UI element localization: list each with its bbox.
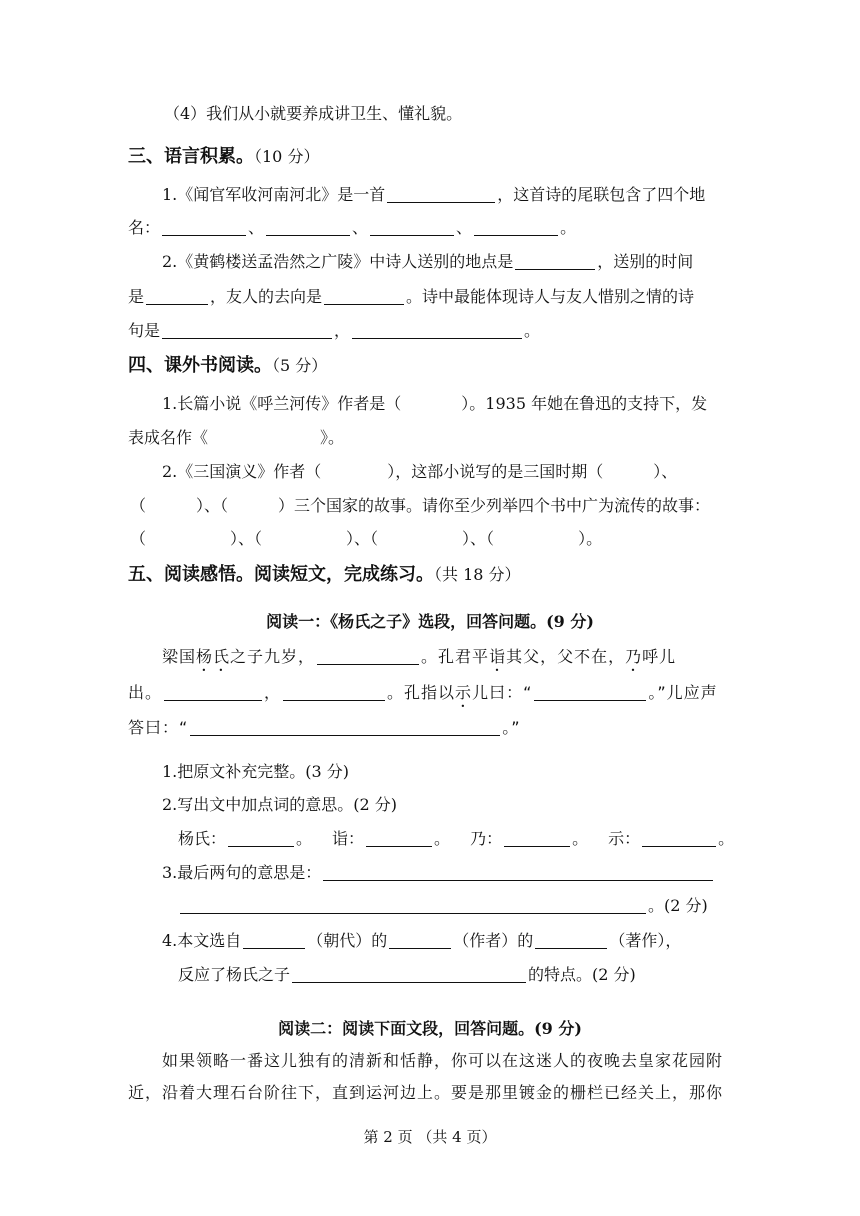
s3-q2-line1: [162, 251, 693, 273]
text: 。: [560, 218, 577, 237]
s4-q2-line2: [130, 495, 710, 517]
answer-blank[interactable]: [162, 217, 246, 236]
text: 3.最后两句的意思是：: [162, 863, 322, 882]
answer-blank[interactable]: [164, 682, 262, 701]
text: 示：: [608, 829, 641, 848]
page-footer: 第 2 页 （共 4 页）: [363, 1128, 497, 1146]
text: 、: [352, 218, 369, 237]
text: ）、: [653, 462, 678, 481]
section-title: 四、课外书阅读。: [128, 355, 272, 376]
r1-q3-line1: [162, 862, 715, 884]
section-points: （5 分）: [272, 356, 328, 375]
text: ，友人的去向是: [210, 287, 323, 306]
r2-passage-line1: 如果领略一番这儿独有的清新和恬静，你可以在这迷人的夜晚去皇家花园附: [162, 1051, 724, 1070]
item-4: （4）我们从小就要养成讲卫生、懂礼貌。: [164, 104, 463, 123]
text: 、: [456, 218, 473, 237]
text: （: [130, 529, 147, 548]
section-points: （10 分）: [254, 147, 320, 166]
text: 的特点。(2 分): [528, 965, 636, 984]
text: （朝代）的: [307, 931, 388, 950]
s3-q2-line2: [128, 286, 694, 308]
text: 。”儿应声: [648, 683, 718, 702]
s4-q2-line3: [130, 528, 602, 550]
text: 出。: [128, 683, 163, 702]
text: 。孔君平: [421, 647, 490, 666]
r1-q2: 2.写出文中加点词的意思。(2 分): [162, 795, 398, 814]
answer-blank[interactable]: [317, 646, 419, 665]
text: 1.长篇小说《呼兰河传》作者是（: [162, 394, 402, 413]
text: 是: [128, 287, 145, 306]
text: 名：: [128, 218, 161, 237]
text: ）。: [578, 529, 603, 548]
answer-blank[interactable]: [370, 217, 454, 236]
dotted-word: 示: [455, 683, 473, 702]
answer-blank[interactable]: [352, 320, 522, 339]
text: ）三个国家的故事。请你至少列举四个书中广为流传的故事：: [278, 496, 711, 515]
answer-blank[interactable]: [515, 251, 595, 270]
r1-passage-line2: [128, 682, 718, 711]
section-points: （共 18 分）: [434, 565, 521, 584]
answer-blank[interactable]: [283, 682, 385, 701]
text: ，: [264, 683, 282, 702]
s4-q1-line1: [162, 393, 707, 415]
text: 1.《闻官军收河南河北》是一首: [162, 185, 386, 204]
answer-blank[interactable]: [228, 828, 294, 847]
text: 》。: [320, 428, 345, 447]
r1-q4-line1: [162, 930, 681, 952]
dotted-word: 杨氏: [196, 647, 231, 666]
text: 其父，父不在，: [506, 647, 626, 666]
text: 句是: [128, 321, 161, 340]
text: （著作），: [609, 931, 682, 950]
answer-blank[interactable]: [504, 828, 570, 847]
answer-blank[interactable]: [474, 217, 558, 236]
answer-blank[interactable]: [266, 217, 350, 236]
text: 。: [296, 829, 313, 848]
text: ，这首诗的尾联包含了四个地: [497, 185, 706, 204]
text: 、: [248, 218, 265, 237]
section-title: 三、语言积累。: [128, 146, 254, 167]
text: 梁国: [162, 647, 197, 666]
text: 。”: [502, 718, 521, 737]
dotted-word: 乃: [625, 647, 643, 666]
text: 。(2 分): [648, 896, 708, 915]
r1-q3-line2: [178, 895, 708, 917]
section-title: 五、阅读感悟。阅读短文，完成练习。: [128, 564, 434, 585]
text: ）、（: [230, 529, 263, 548]
text: ），这部小说写的是三国时期（: [387, 462, 604, 481]
text: ）、（: [196, 496, 229, 515]
r2-passage-line2: 近，沿着大理石台阶往下，直到运河边上。要是那里镀金的栅栏已经关上，那你: [128, 1083, 724, 1102]
text: ，: [334, 321, 351, 340]
text: （作者）的: [453, 931, 534, 950]
text: 。: [718, 829, 735, 848]
text: 杨氏：: [178, 829, 227, 848]
text: 乃：: [470, 829, 503, 848]
text: 。: [434, 829, 451, 848]
text: ）、（: [346, 529, 379, 548]
text: 4.本文选自: [162, 931, 242, 950]
text: ，送别的时间: [597, 252, 694, 271]
s3-q1-line1: [162, 184, 705, 206]
answer-blank[interactable]: [190, 717, 500, 736]
answer-blank[interactable]: [146, 286, 208, 305]
answer-blank[interactable]: [366, 828, 432, 847]
text: 诣：: [332, 829, 365, 848]
answer-blank[interactable]: [535, 930, 607, 949]
text: 呼儿: [642, 647, 677, 666]
text: 。孔指以: [387, 683, 456, 702]
text: （: [130, 496, 147, 515]
answer-blank[interactable]: [162, 320, 332, 339]
answer-blank[interactable]: [389, 930, 451, 949]
text: 答曰：“: [128, 718, 189, 737]
answer-blank[interactable]: [292, 964, 526, 983]
text: 之子九岁，: [230, 647, 316, 666]
r1-passage-line1: [162, 646, 676, 675]
text: 2.《三国演义》作者（: [162, 462, 322, 481]
s3-q1-line2: [128, 217, 576, 239]
reading-1-title: 阅读一：《杨氏之子》选段，回答问题。(9 分): [266, 612, 594, 631]
answer-blank[interactable]: [324, 286, 404, 305]
r1-q1: 1.把原文补充完整。(3 分): [162, 762, 350, 781]
dotted-word: 诣: [489, 647, 507, 666]
text: 。诗中最能体现诗人与友人惜别之情的诗: [406, 287, 695, 306]
text: 。: [572, 829, 589, 848]
answer-blank[interactable]: [323, 862, 713, 881]
section-4-heading: [128, 355, 327, 377]
text: 反应了杨氏之子: [178, 965, 291, 984]
answer-blank[interactable]: [180, 895, 646, 914]
section-5-heading: [128, 564, 521, 586]
text: 2.《黄鹤楼送孟浩然之广陵》中诗人送别的地点是: [162, 252, 514, 271]
answer-blank[interactable]: [642, 828, 716, 847]
section-3-heading: [128, 146, 319, 168]
r1-q4-line2: [178, 964, 636, 986]
answer-blank[interactable]: [243, 930, 305, 949]
answer-blank[interactable]: [387, 184, 495, 203]
r1-q2-words: [178, 828, 734, 850]
text: 。: [524, 321, 541, 340]
answer-blank[interactable]: [534, 682, 646, 701]
text: 表成名作《: [128, 428, 209, 447]
text: 儿曰：“: [472, 683, 533, 702]
s4-q1-line2: [128, 427, 344, 449]
reading-2-title: 阅读二：阅读下面文段，回答问题。(9 分): [278, 1019, 582, 1038]
text: ）、（: [462, 529, 495, 548]
text: ）。1935 年她在鲁迅的支持下，发: [461, 394, 708, 413]
r1-passage-line3: [128, 717, 521, 739]
s4-q2-line1: [162, 461, 677, 483]
s3-q2-line3: [128, 320, 540, 342]
